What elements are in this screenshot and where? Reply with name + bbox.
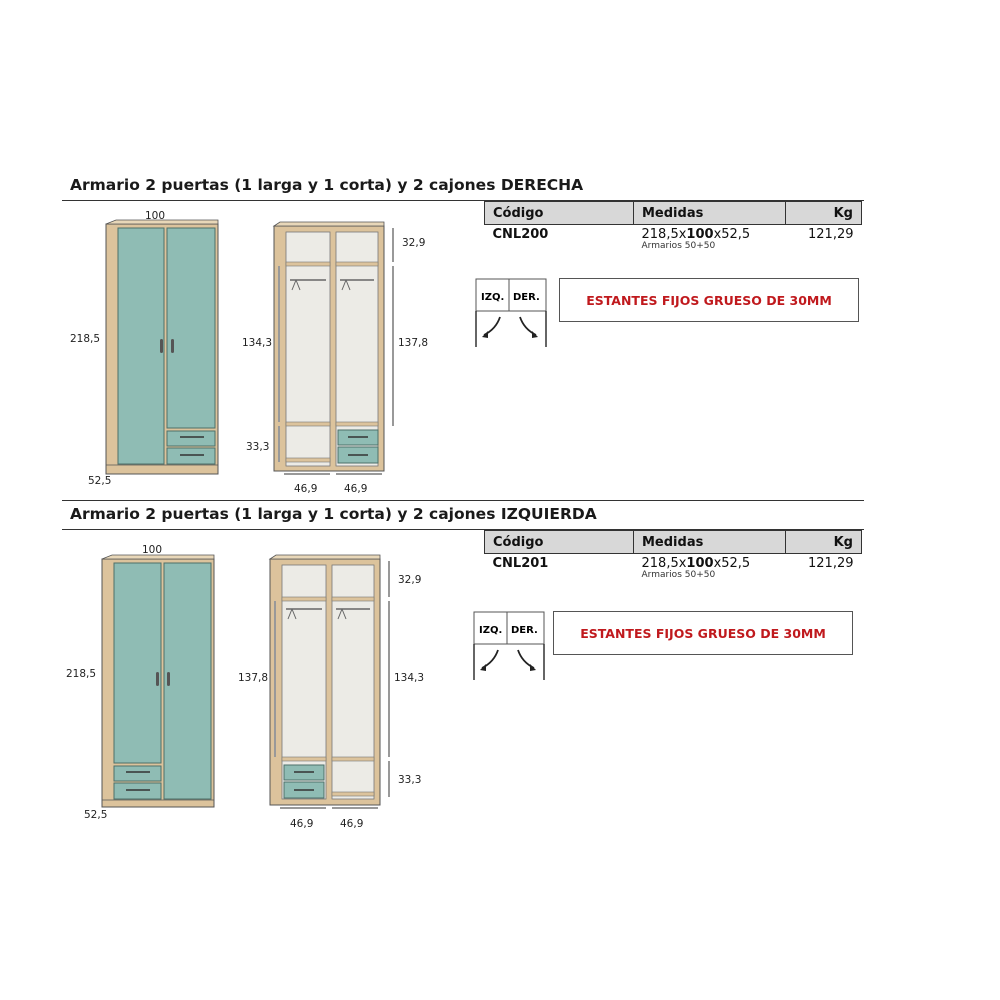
door-label-right: DER.	[511, 625, 538, 636]
header-kg: Kg	[786, 531, 862, 554]
table-header-row	[485, 202, 862, 225]
notice-box: ESTANTES FIJOS GRUESO DE 30MM	[559, 278, 859, 322]
dim-height: 218,5	[70, 333, 101, 345]
interior-view	[270, 555, 380, 805]
dim-right-inner: 137,8	[398, 337, 429, 349]
measures-note: Armarios 50+50	[641, 241, 716, 251]
section-derecha	[0, 176, 1000, 506]
dim-drawer: 33,3	[246, 441, 270, 453]
door-label-right: DER.	[513, 292, 540, 303]
section-title: Armario 2 puertas (1 larga y 1 corta) y 2 cajones IZQUIERDA	[70, 505, 597, 523]
wardrobe-drawings	[0, 176, 480, 506]
dim-depth: 52,5	[84, 809, 108, 821]
dim-drawer: 33,3	[398, 774, 422, 786]
header-kg: Kg	[786, 202, 862, 225]
cell-code: CNL200	[492, 227, 549, 242]
dim-col-right: 46,9	[344, 483, 368, 495]
dim-width: 100	[142, 544, 163, 556]
measures-note: Armarios 50+50	[641, 570, 716, 580]
dim-right-inner: 134,3	[394, 672, 425, 684]
cell-measures: 218,5x100x52,5 Armarios 50+50	[634, 225, 786, 252]
header-code: Código	[485, 531, 634, 554]
front-view	[102, 555, 214, 807]
header-measures: Medidas	[634, 531, 786, 554]
dim-depth: 52,5	[88, 475, 112, 487]
door-label-left: IZQ.	[479, 625, 503, 636]
cell-measures: 218,5x100x52,5 Armarios 50+50	[634, 554, 786, 581]
header-code: Código	[485, 202, 634, 225]
door-label-left: IZQ.	[481, 292, 505, 303]
dim-width: 100	[145, 210, 166, 222]
dim-col-left: 46,9	[294, 483, 318, 495]
dim-top: 32,9	[398, 574, 422, 586]
cell-kg: 121,29	[808, 227, 854, 242]
cell-code: CNL201	[492, 556, 549, 571]
section-izquierda	[0, 505, 1000, 835]
dim-height: 218,5	[66, 668, 97, 680]
table-row	[485, 554, 862, 581]
wardrobe-drawings	[0, 505, 480, 835]
table-row	[485, 225, 862, 252]
dim-left-inner: 134,3	[242, 337, 273, 349]
product-table	[484, 201, 862, 251]
header-measures: Medidas	[634, 202, 786, 225]
table-header-row	[485, 531, 862, 554]
interior-view	[274, 222, 384, 471]
dim-left-inner: 137,8	[238, 672, 269, 684]
cell-kg: 121,29	[808, 556, 854, 571]
door-direction-diagram	[474, 277, 550, 349]
product-table	[484, 530, 862, 580]
door-direction-diagram	[472, 610, 548, 682]
dim-col-right: 46,9	[340, 818, 364, 830]
front-view	[106, 220, 218, 474]
dim-top: 32,9	[402, 237, 426, 249]
notice-box: ESTANTES FIJOS GRUESO DE 30MM	[553, 611, 853, 655]
section-title: Armario 2 puertas (1 larga y 1 corta) y 2 cajones DERECHA	[70, 176, 584, 194]
dim-col-left: 46,9	[290, 818, 314, 830]
section-divider	[62, 500, 864, 501]
